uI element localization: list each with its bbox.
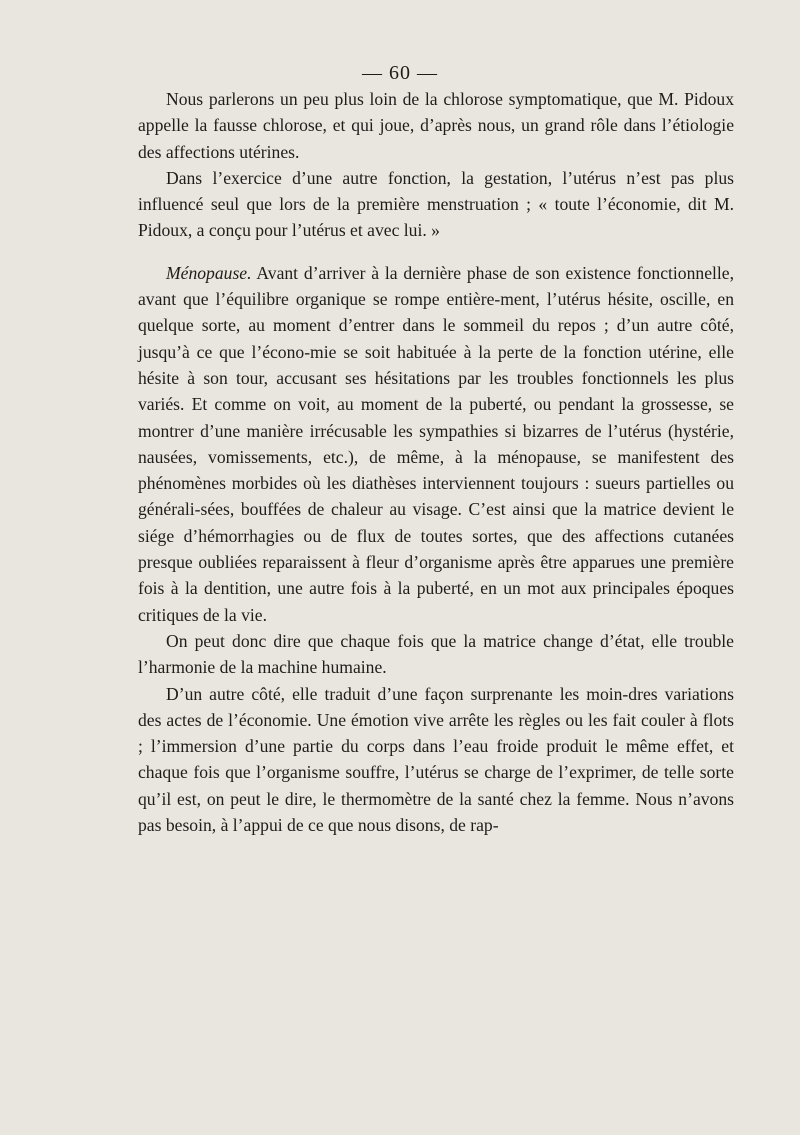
paragraph-gestation: Dans l’exercice d’une autre fonction, la gestation, l’utérus n’est pas plus influencé seul que lors de la première menstruation ; « toute l’économie, dit M. Pidoux, a conçu pour l’utérus et avec lui. » <box>138 167 734 241</box>
paragraph-menopause-text: Avant d’arriver à la dernière phase de son existence fonctionnelle, avant que l’équilibre organique se rompe entière-ment, l’utérus hésite, oscille, en quelque sorte, au moment d’entrer dans le sommeil du repos ; d’un autre côté, jusqu’à ce que l’écono-mie se soit habituée à la perte de la fonction utérine, elle hésite à son tour, accusant ses hésitations par les troubles fonctionnels les plus variés. Et comme on voit, au moment de la puberté, ou pendant la grossesse, se montrer d’une manière irrécusable les sympathies si bizarres de l’utérus (hystérie, nausées, vomissements, etc.), de même, à la ménopause, se manifestent des phénomènes morbides où les diathèses interviennent toujours : sueurs partielles ou générali-sées, bouffées de chaleur au visage. C’est ainsi que la matrice devient le siége d’hémorrhagies ou de flux de toutes sortes, que des affections cutanées presque oubliées reparaissent à fleur d’organisme après être apparues une première fois à la dentition, une autre fois à la puberté, en un mot aux principales époques critiques de la vie. <box>138 262 734 625</box>
body-text <box>138 86 734 838</box>
section-heading-menopause: Ménopause. <box>166 262 252 283</box>
paragraph-menopause <box>138 260 734 628</box>
paragraph-thermometre: D’un autre côté, elle traduit d’une façon surprenante les moin-dres variations des actes de l’économie. Une émotion vive arrête les règles ou les fait couler à flots ; l’immersion d’une partie du corps dans l’eau froide produit le même effet, et chaque fois que l’organisme souffre, l’utérus se charge de l’exprimer, de telle sorte qu’il est, on peut le dire, le thermomètre de la santé chez la femme. Nous n’avons pas besoin, à l’appui de ce que nous disons, de rap- <box>138 683 734 836</box>
paragraph-chlorose: Nous parlerons un peu plus loin de la chlorose symptomatique, que M. Pidoux appelle la fausse chlorose, et qui joue, d’après nous, un grand rôle dans l’étiologie des affections utérines. <box>138 89 734 162</box>
paragraph-harmonie: On peut donc dire que chaque fois que la matrice change d’état, elle trouble l’harmonie de la machine humaine. <box>138 630 734 678</box>
page-number: — 60 — <box>362 62 438 84</box>
